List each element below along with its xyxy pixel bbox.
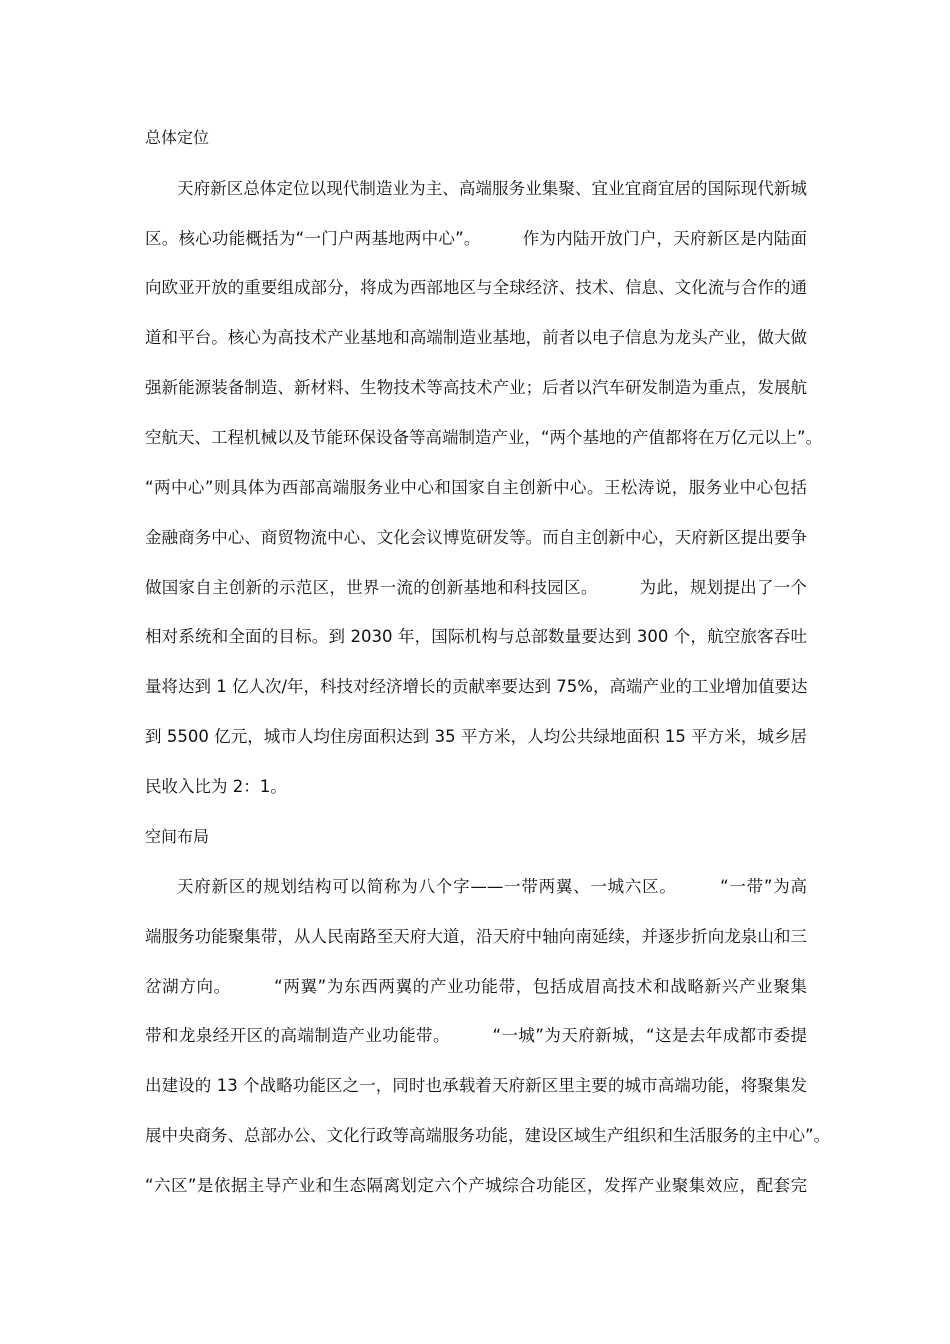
paragraph-line: 端服务功能聚集带，从人民南路至天府大道，沿天府中轴向南延续，并逐步折向龙泉山和三 — [145, 927, 807, 946]
paragraph-line: 岔湖方向。 “两翼”为东西两翼的产业功能带，包括成眉高技术和战略新兴产业聚集 — [145, 977, 807, 996]
paragraph-line: 强新能源装备制造、新材料、生物技术等高技术产业；后者以汽车研发制造为重点，发展航 — [145, 378, 807, 397]
paragraph-line: 带和龙泉经开区的高端制造产业功能带。 “一城”为天府新城，“这是去年成都市委提 — [145, 1026, 807, 1045]
paragraph-line: 金融商务中心、商贸物流中心、文化会议博览研发等。而自主创新中心，天府新区提出要争 — [145, 528, 807, 547]
paragraph-line: 民收入比为 2：1。 — [145, 777, 287, 796]
paragraph-line: 出建设的 13 个战略功能区之一，同时也承载着天府新区里主要的城市高端功能，将聚集发 — [145, 1076, 807, 1095]
paragraph-line: 空航天、工程机械以及节能环保设备等高端制造产业，“两个基地的产值都将在万亿元以上”。 — [145, 428, 823, 447]
paragraph-line: “两中心”则具体为西部高端服务业中心和国家自主创新中心。王松涛说，服务业中心包括 — [145, 478, 807, 497]
paragraph-line: 量将达到 1 亿人次/年，科技对经济增长的贡献率要达到 75%，高端产业的工业增加值要达 — [145, 677, 808, 696]
paragraph-line: 向欧亚开放的重要组成部分，将成为西部地区与全球经济、技术、信息、文化流与合作的通 — [145, 278, 807, 297]
paragraph-line: 展中央商务、总部办公、文化行政等高端服务功能，建设区域生产组织和生活服务的主中心”。 — [145, 1126, 831, 1145]
paragraph-line: 相对系统和全面的目标。到 2030 年，国际机构与总部数量要达到 300 个，航空旅客吞吐 — [145, 627, 807, 646]
paragraph-line: 区。核心功能概括为“一门户两基地两中心”。 作为内陆开放门户，天府新区是内陆面 — [145, 229, 807, 248]
paragraph-line: 道和平台。核心为高技术产业基地和高端制造业基地，前者以电子信息为龙头产业，做大做 — [145, 328, 807, 347]
paragraph-line: 天府新区总体定位以现代制造业为主、高端服务业集聚、宜业宜商宜居的国际现代新城 — [177, 179, 807, 198]
paragraph-line: 天府新区的规划结构可以简称为八个字——一带两翼、一城六区。 “一带”为高 — [177, 877, 807, 896]
section-heading-positioning: 总体定位 — [145, 128, 210, 147]
paragraph-line: 做国家自主创新的示范区，世界一流的创新基地和科技园区。 为此，规划提出了一个 — [145, 578, 807, 597]
section-heading-layout: 空间布局 — [145, 827, 210, 846]
paragraph-line: 到 5500 亿元，城市人均住房面积达到 35 平方米，人均公共绿地面积 15 平方米，城乡居 — [145, 727, 807, 746]
paragraph-line: “六区”是依据主导产业和生态隔离划定六个产城综合功能区，发挥产业聚集效应，配套完 — [145, 1176, 807, 1195]
